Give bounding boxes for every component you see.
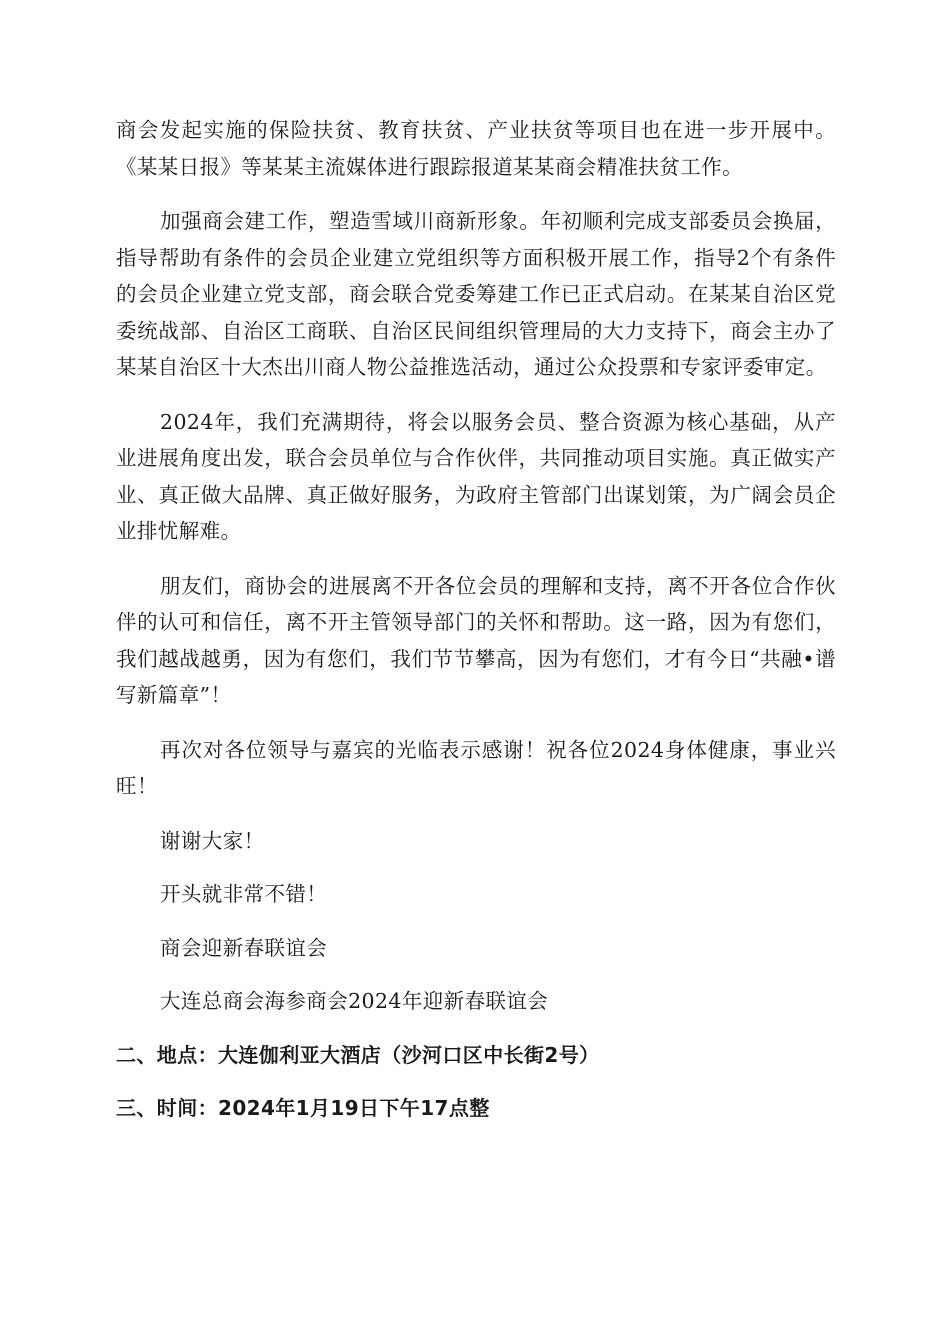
paragraph-poverty-alleviation: 商会发起实施的保险扶贫、教育扶贫、产业扶贫等项目也在进一步开展中。《某某日报》等某某主流媒体进行跟踪报道某某商会精准扶贫工作。 [116,118,836,179]
document-body [116,112,836,1144]
heading-time: 三、时间：2024年1月19日下午17点整 [116,1096,490,1120]
paragraph-2024-outlook: 2024年，我们充满期待，将会以服务会员、整合资源为核心基础，从产业进展角度出发，联合会员单位与合作伙伴，共同推动项目实施。真正做实产业、真正做大品牌、真正做好服务，为政府主管部门出谋划策，为广阔会员企业排忧解难。 [116,409,836,543]
heading-location: 二、地点：大连伽利亚大酒店（沙河口区中长街2号） [116,1042,600,1067]
line-event-name: 商会迎新春联谊会 [160,935,328,960]
line-good-opening: 开头就非常不错！ [160,882,328,906]
line-thank-you: 谢谢大家！ [160,828,265,853]
paragraph-thanks-friends: 朋友们，商协会的进展离不开各位会员的理解和支持，离不开各位合作伙伴的认可和信任，离不开主管领导部门的关怀和帮助。这一路，因为有您们，我们越战越勇，因为有您们，我们节节攀高，因为有您们，才有今日“共融•谱写新篇章”！ [116,573,836,707]
line-event-full-name: 大连总商会海参商会2024年迎新春联谊会 [160,989,549,1013]
paragraph-party-building: 加强商会建工作，塑造雪域川商新形象。年初顺利完成支部委员会换届，指导帮助有条件的会员企业建立党组织等方面积极开展工作，指导2个有条件的会员企业建立党支部，商会联合党委筹建工作已正式启动。在某某自治区党委统战部、自治区工商联、自治区民间组织管理局的大力支持下，商会主办了某某自治区十大杰出川商人物公益推选活动，通过公众投票和专家评委审定。 [116,209,836,379]
paragraph-closing-wishes: 再次对各位领导与嘉宾的光临表示感谢！祝各位2024身体健康，事业兴旺！ [116,737,836,798]
